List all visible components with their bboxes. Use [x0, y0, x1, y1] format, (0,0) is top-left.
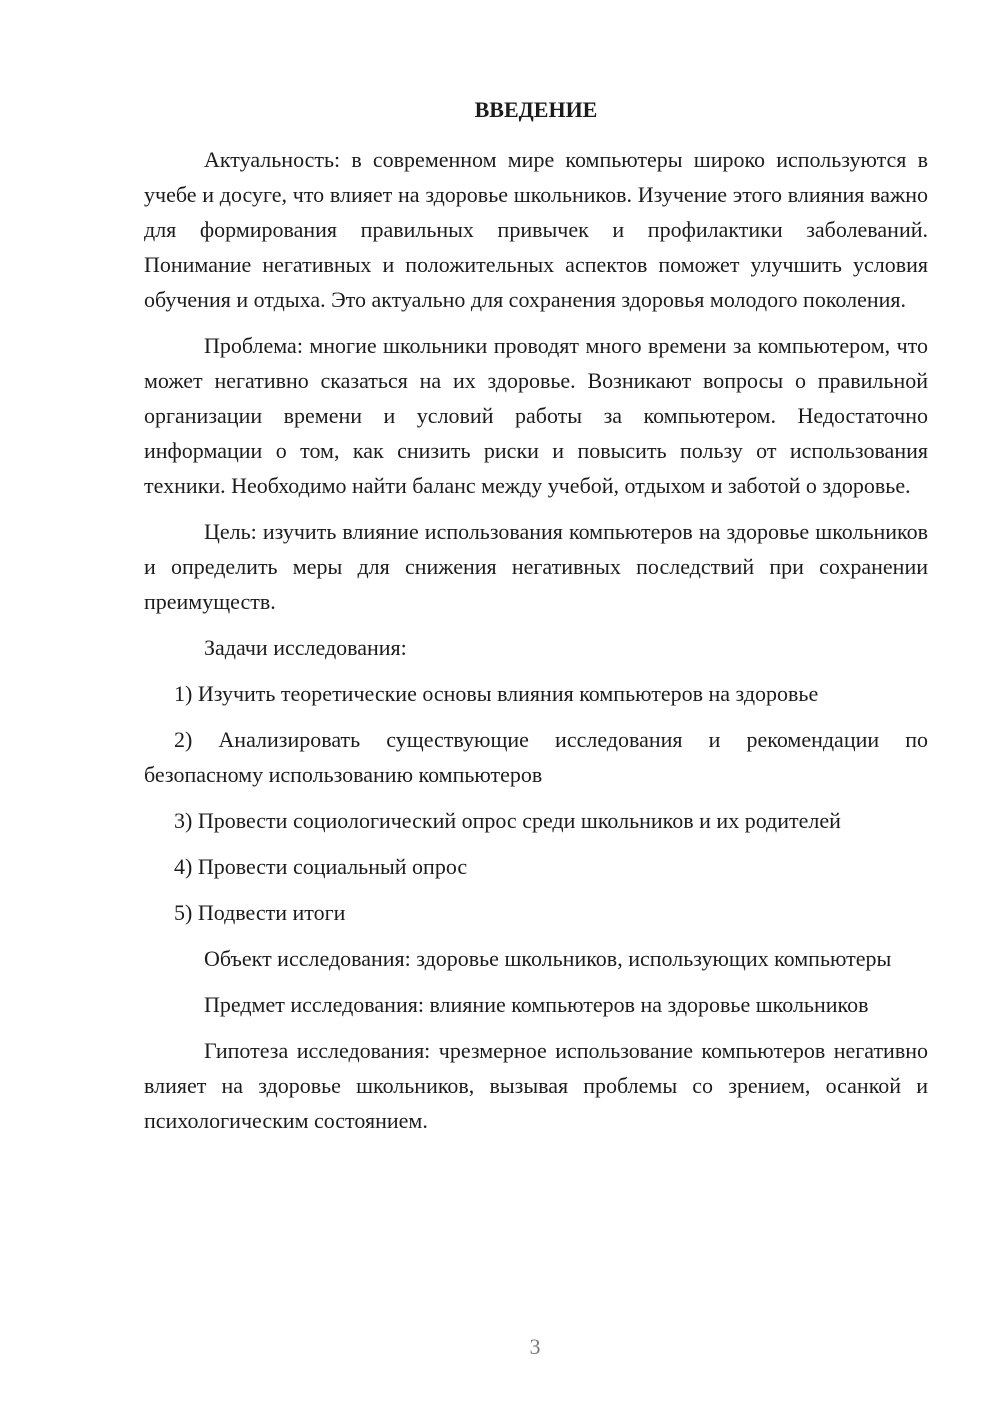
paragraph-tasks-heading: Задачи исследования:	[204, 635, 407, 660]
task-item-3: 3) Провести социологический опрос среди школьников и их родителей	[174, 808, 841, 833]
paragraph-subject: Предмет исследования: влияние компьютеров на здоровье школьников	[204, 992, 869, 1017]
section-title: ВВЕДЕНИЕ	[474, 97, 598, 122]
page-number: 3	[529, 1334, 541, 1359]
paragraph-goal: Цель: изучить влияние использования компьютеров на здоровье школьников и определить меры для снижения негативных последствий при сохранении преимуществ.	[144, 519, 928, 614]
task-item-2: 2) Анализировать существующие исследования и рекомендации по безопасному использованию компьютеров	[144, 727, 928, 787]
document-page	[144, 92, 928, 1138]
task-item-1: 1) Изучить теоретические основы влияния компьютеров на здоровье	[174, 681, 819, 706]
paragraph-object: Объект исследования: здоровье школьников, использующих компьютеры	[204, 946, 892, 971]
paragraph-relevance: Актуальность: в современном мире компьютеры широко используются в учебе и досуге, что влияет на здоровье школьников. Изучение этого влияния важно для формирования правильных привычек и профилактики заболеваний. Понимание негативных и положительных аспектов поможет улучшить условия обучения и отдыха. Это актуально для сохранения здоровья молодого поколения.	[144, 147, 928, 312]
task-item-4: 4) Провести социальный опрос	[174, 854, 468, 879]
task-item-5: 5) Подвести итоги	[174, 900, 346, 925]
paragraph-problem: Проблема: многие школьники проводят много времени за компьютером, что может негативно сказаться на их здоровье. Возникают вопросы о правильной организации времени и условий работы за компьютером. Недостаточно информации о том, как снизить риски и повысить пользу от использования техники. Необходимо найти баланс между учебой, отдыхом и заботой о здоровье.	[144, 333, 928, 498]
paragraph-hypothesis: Гипотеза исследования: чрезмерное использование компьютеров негативно влияет на здоровье школьников, вызывая проблемы со зрением, осанкой и психологическим состоянием.	[144, 1038, 928, 1133]
